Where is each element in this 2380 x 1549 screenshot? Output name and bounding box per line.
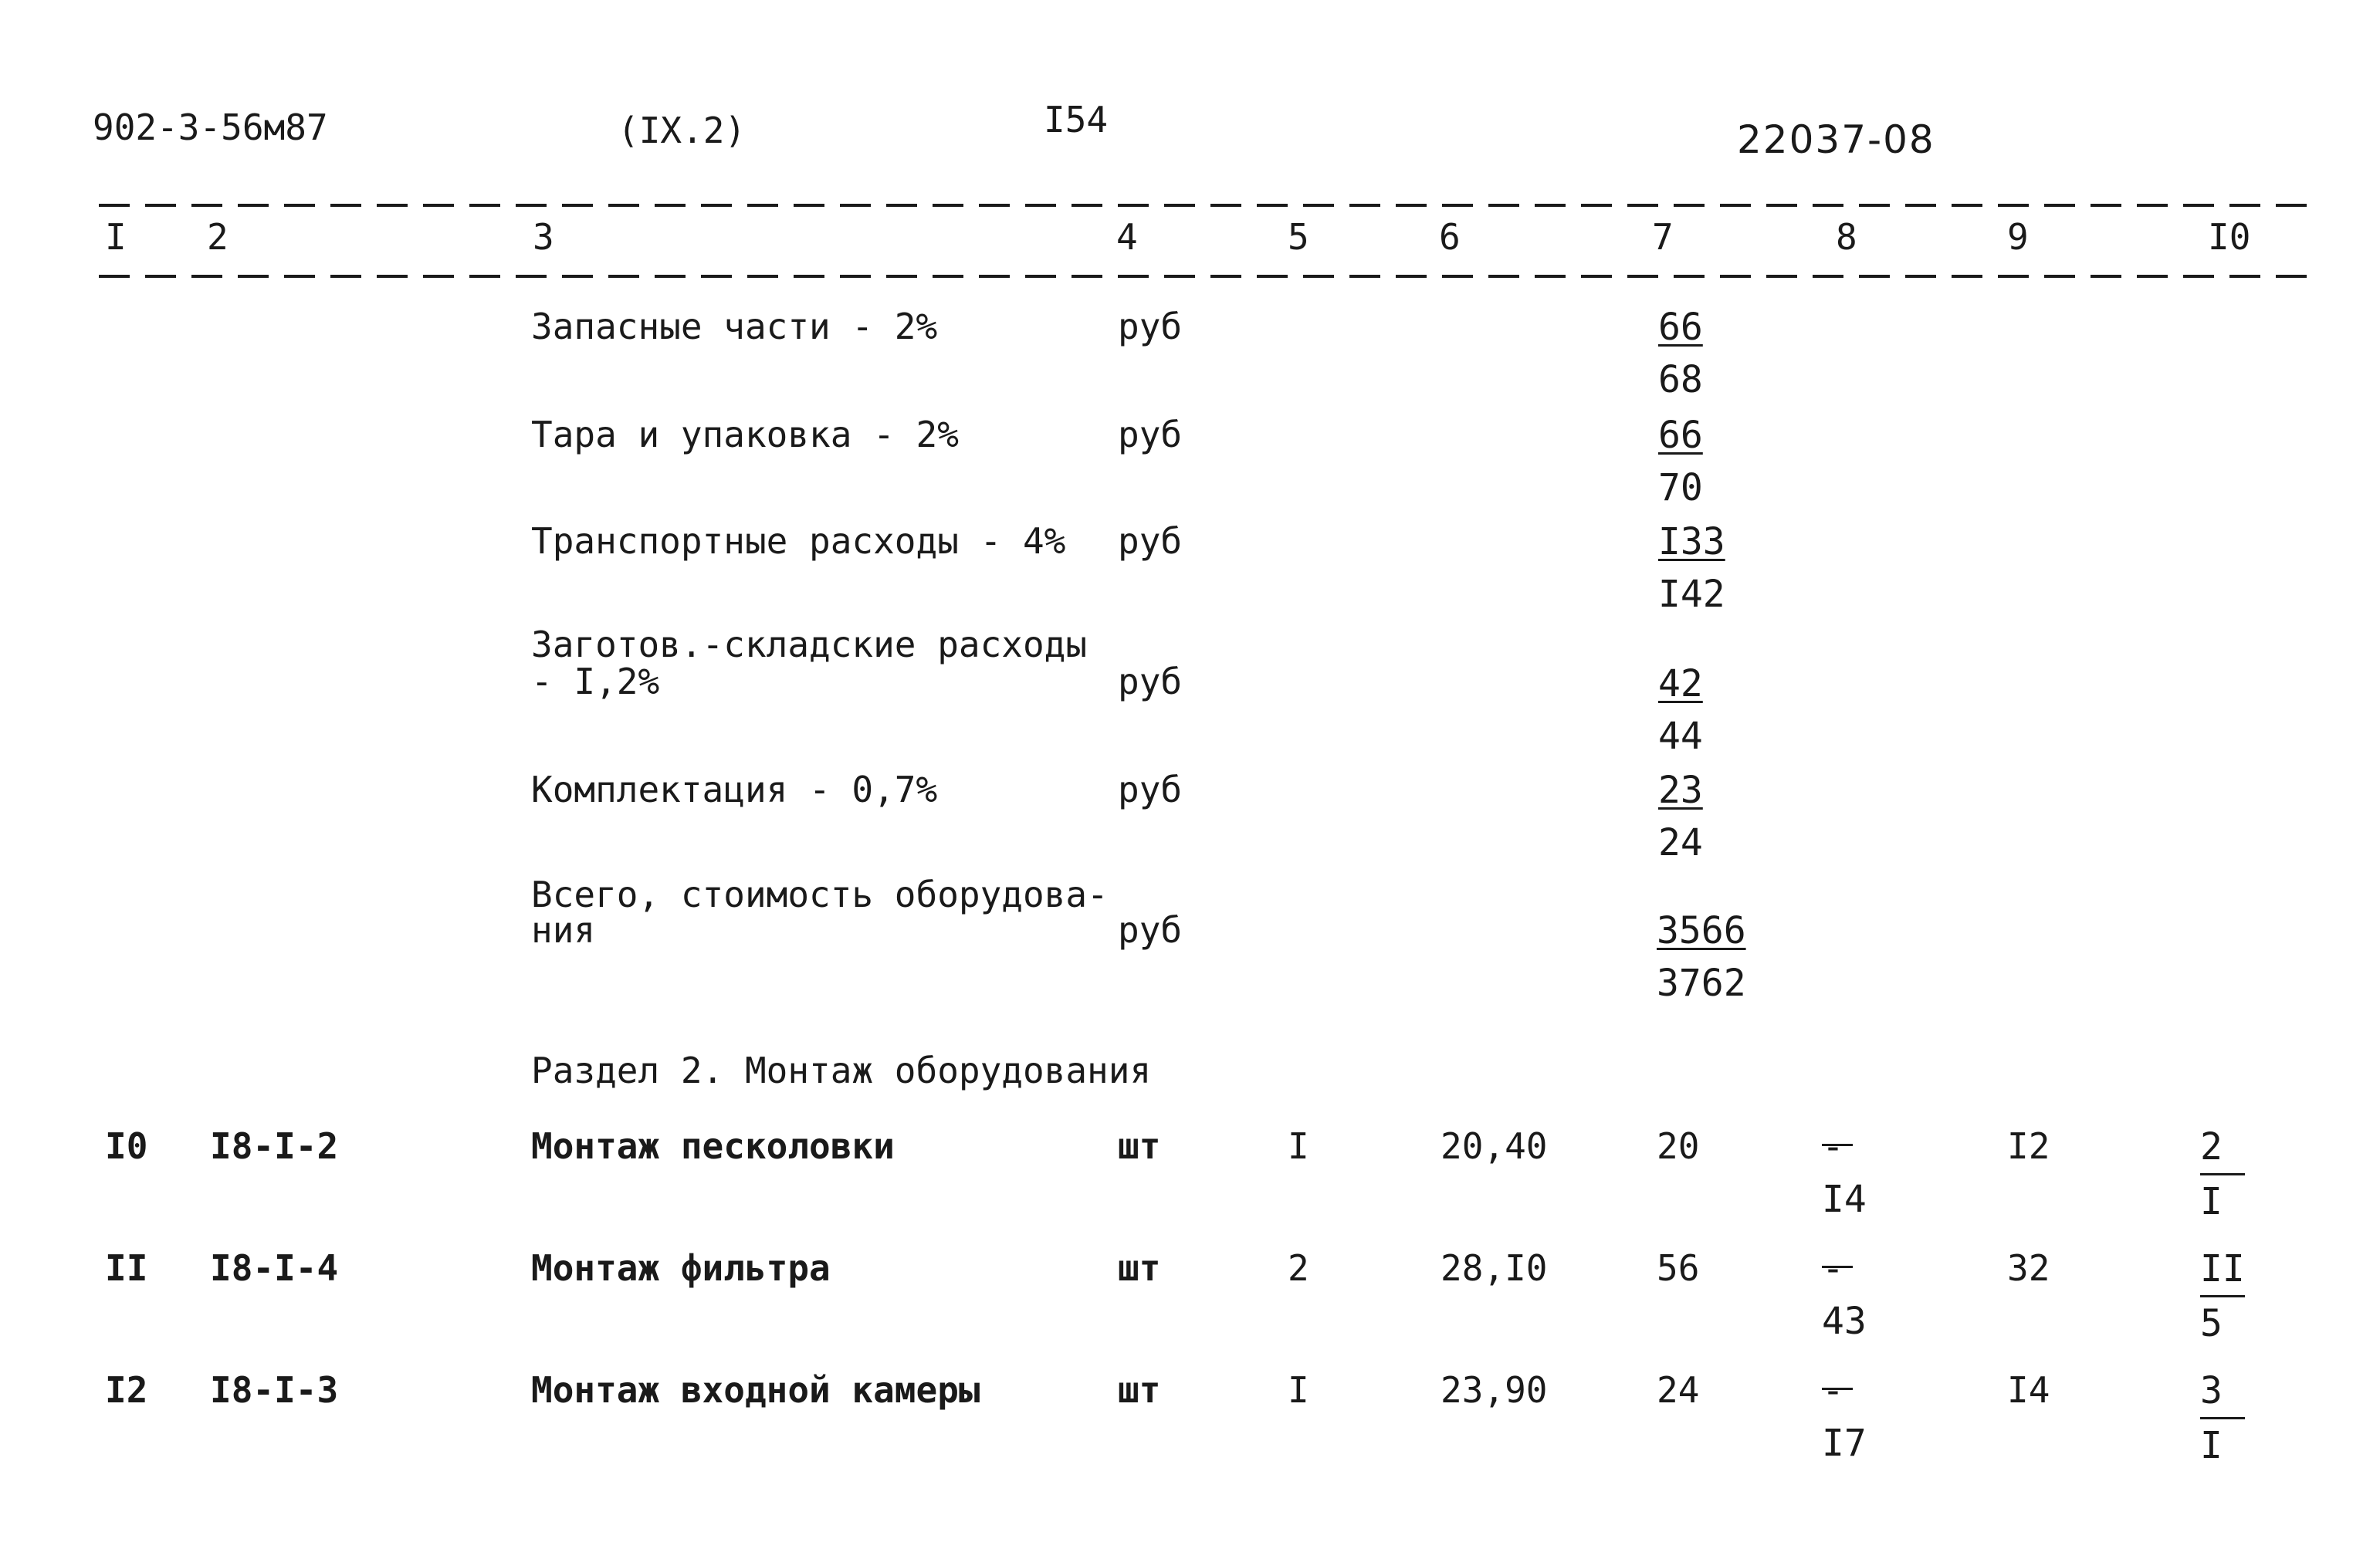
row-unit: шт [1118, 1369, 1161, 1411]
cost-value-top: 3566 [1657, 909, 1746, 952]
cost-item-unit: руб [1118, 414, 1183, 455]
cost-item-unit: руб [1118, 306, 1183, 347]
row-col10 [2200, 1121, 2245, 1228]
col-header-5: 5 [1288, 216, 1309, 258]
row-col9: 32 [2007, 1247, 2050, 1289]
col10-bottom: I [2200, 1424, 2223, 1467]
section-code: (IX.2) [618, 110, 747, 151]
cost-item-unit: руб [1118, 769, 1183, 810]
row-total: 20 [1657, 1125, 1700, 1167]
cost-value-top: 66 [1658, 414, 1703, 457]
row-code: I8-I-3 [210, 1369, 339, 1411]
col10-bottom: 5 [2200, 1302, 2223, 1345]
col8-top: - [1822, 1243, 1853, 1268]
row-number: I0 [105, 1125, 148, 1167]
col8-bottom: I7 [1822, 1422, 1867, 1465]
row-name: Монтаж фильтра [531, 1247, 831, 1289]
col-header-4: 4 [1116, 216, 1138, 258]
row-total: 24 [1657, 1369, 1700, 1411]
cost-value-bottom: I42 [1658, 573, 1725, 616]
cost-value-bottom: 24 [1658, 821, 1703, 864]
row-quantity: I [1288, 1125, 1309, 1167]
cost-value-bottom: 70 [1658, 466, 1703, 509]
row-col8 [1822, 1243, 1867, 1348]
row-code: I8-I-4 [210, 1247, 339, 1289]
cost-item-name-continued: - I,2% [531, 661, 660, 702]
row-col10 [2200, 1365, 2245, 1472]
row-number: II [105, 1247, 148, 1289]
cost-item-unit: руб [1118, 520, 1183, 562]
col-header-9: 9 [2007, 216, 2029, 258]
cost-item-name-continued: ния [531, 909, 596, 951]
cost-item-name: Тара и упаковка - 2% [531, 414, 959, 455]
row-code: I8-I-2 [210, 1125, 339, 1167]
cost-item-unit: руб [1118, 909, 1183, 951]
page-number: I54 [1044, 99, 1109, 140]
cost-value-bottom: 44 [1658, 715, 1703, 758]
row-quantity: 2 [1288, 1247, 1309, 1289]
row-unit-price: 20,40 [1441, 1125, 1548, 1167]
col-header-8: 8 [1836, 216, 1857, 258]
col10-top: 3 [2200, 1365, 2245, 1419]
row-col10 [2200, 1243, 2245, 1350]
row-unit-price: 28,I0 [1441, 1247, 1548, 1289]
registration-number: 22037-08 [1737, 117, 1935, 162]
row-unit: шт [1118, 1125, 1161, 1167]
col-header-2: 2 [207, 216, 229, 258]
cost-item-unit: руб [1118, 661, 1183, 702]
col-header-10: I0 [2208, 216, 2251, 258]
row-col9: I2 [2007, 1125, 2050, 1167]
col10-top: II [2200, 1243, 2245, 1297]
cost-item-value [1658, 764, 1703, 869]
header-bottom-rule [99, 275, 2307, 278]
row-unit-price: 23,90 [1441, 1369, 1548, 1411]
cost-item-value [1658, 301, 1703, 406]
row-col8 [1822, 1365, 1867, 1470]
col10-bottom: I [2200, 1180, 2223, 1223]
row-name: Монтаж входной камеры [531, 1369, 980, 1411]
col-header-3: 3 [533, 216, 554, 258]
cost-item-value [1658, 658, 1703, 763]
cost-value-top: 23 [1658, 769, 1703, 812]
col10-top: 2 [2200, 1121, 2245, 1175]
cost-value-top: 66 [1658, 306, 1703, 349]
cost-item-value [1657, 905, 1746, 1010]
col8-bottom: I4 [1822, 1178, 1867, 1221]
col-header-7: 7 [1652, 216, 1674, 258]
cost-item-name: Комплектация - 0,7% [531, 769, 938, 810]
row-col8 [1822, 1121, 1867, 1226]
row-name: Монтаж песколовки [531, 1125, 895, 1167]
cost-value-bottom: 68 [1658, 358, 1703, 401]
col8-top: - [1822, 1365, 1853, 1390]
cost-value-top: 42 [1658, 662, 1703, 705]
section-title: Раздел 2. Монтаж оборудования [531, 1050, 1152, 1091]
row-col9: I4 [2007, 1369, 2050, 1411]
row-number: I2 [105, 1369, 148, 1411]
document-code: 902-3-56м87 [93, 107, 328, 148]
row-total: 56 [1657, 1247, 1700, 1289]
col8-top: - [1822, 1121, 1853, 1146]
cost-item-name: Заготов.-складские расходы [531, 624, 1088, 665]
col8-bottom: 43 [1822, 1300, 1867, 1343]
cost-item-value [1658, 516, 1725, 621]
cost-item-name: Всего, стоимость оборудова- [531, 874, 1109, 915]
cost-value-top: I33 [1658, 520, 1725, 563]
col-header-1: I [105, 216, 127, 258]
col-header-6: 6 [1439, 216, 1461, 258]
header-top-rule [99, 204, 2307, 207]
cost-item-name: Транспортные расходы - 4% [531, 520, 1066, 562]
cost-item-name: Запасные части - 2% [531, 306, 938, 347]
row-quantity: I [1288, 1369, 1309, 1411]
row-unit: шт [1118, 1247, 1161, 1289]
cost-value-bottom: 3762 [1657, 962, 1746, 1005]
cost-item-value [1658, 409, 1703, 514]
